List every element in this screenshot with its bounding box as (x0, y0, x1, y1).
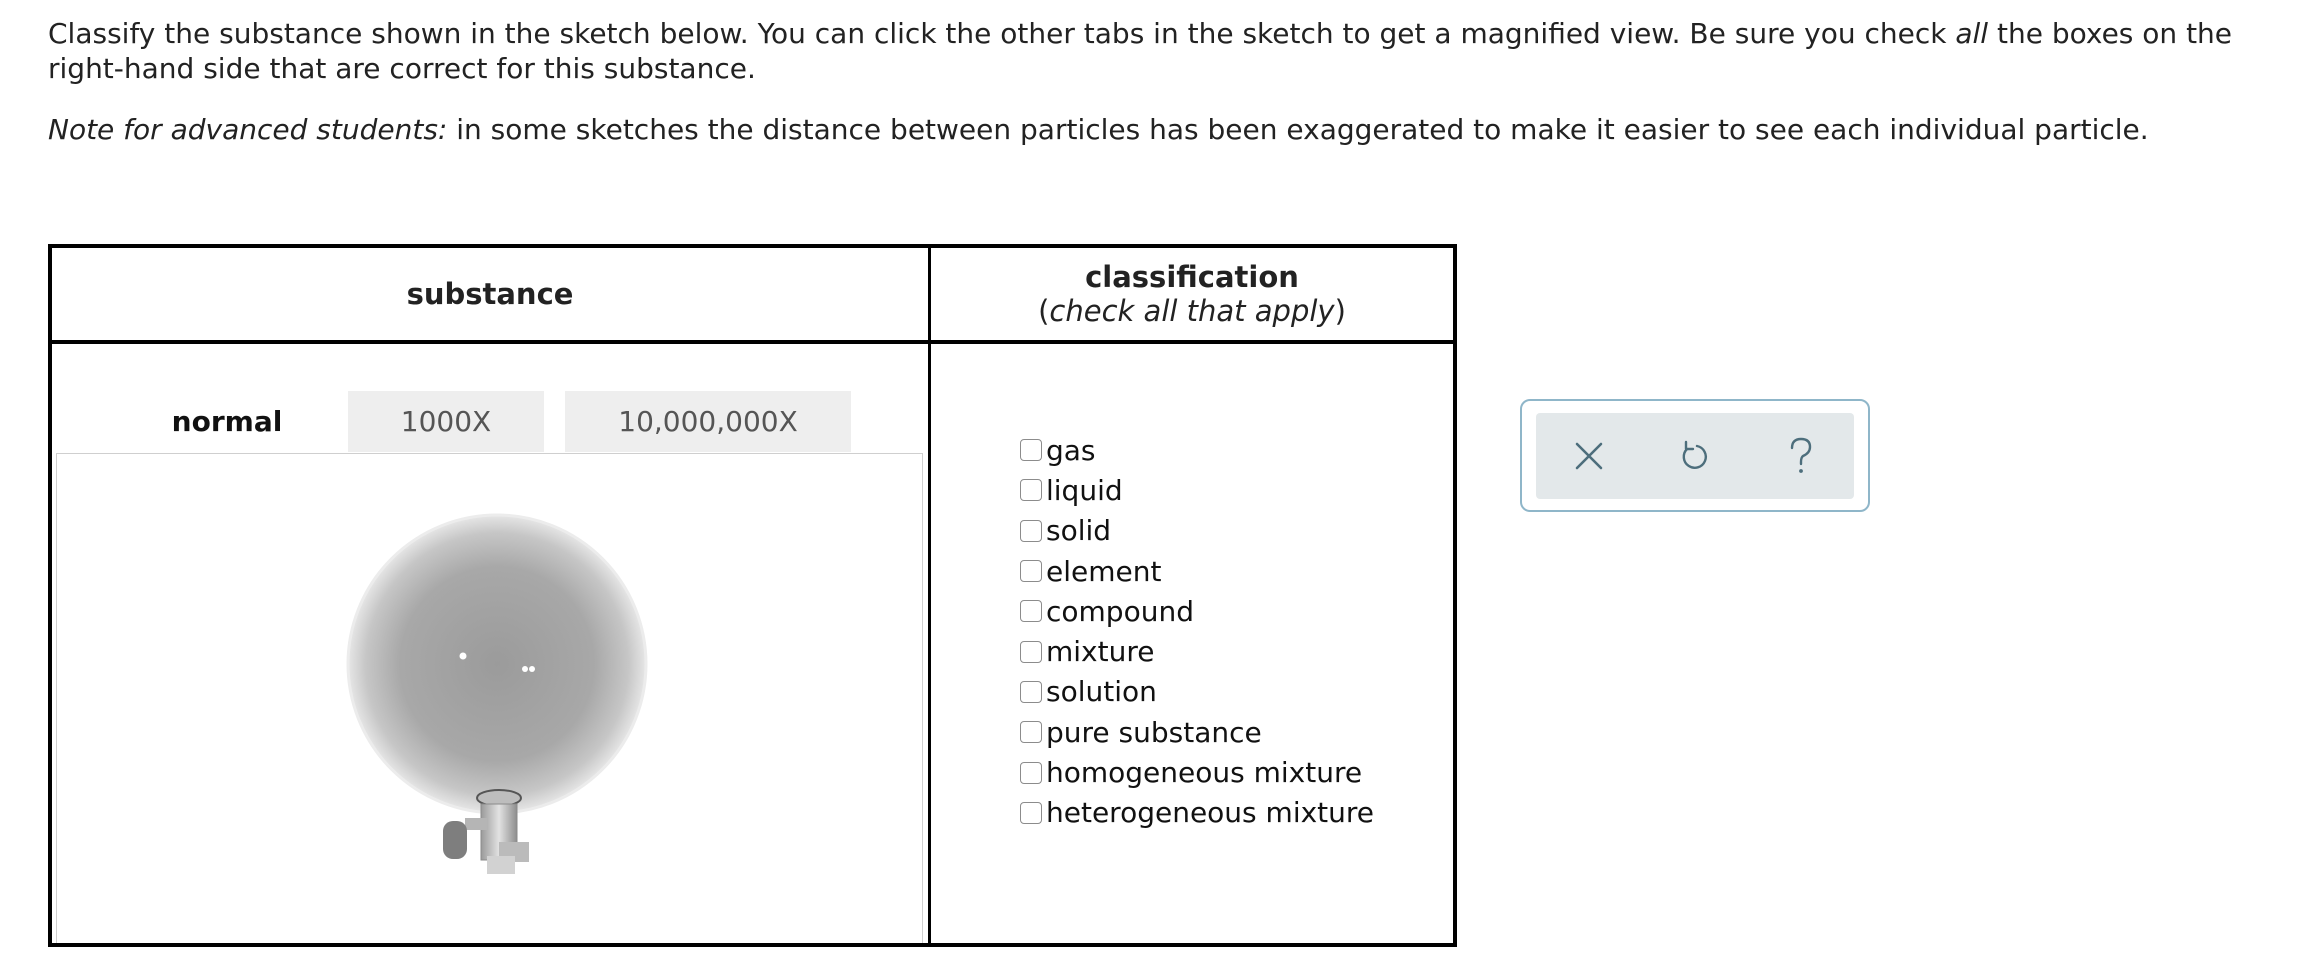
checkbox[interactable] (1020, 560, 1042, 582)
option-element[interactable]: element (1020, 551, 1374, 591)
help-button[interactable] (1748, 413, 1854, 499)
checkbox[interactable] (1020, 681, 1042, 703)
option-heterogeneous-mixture[interactable]: heterogeneous mixture (1020, 793, 1374, 833)
clear-button[interactable] (1536, 413, 1642, 499)
valve-base (487, 856, 515, 874)
flask-illustration (57, 454, 924, 944)
instructions-note: Note for advanced students: in some sketches the distance between particles has been exaggerated to make it easier to see each individual particle. (48, 113, 2149, 146)
substance-header: substance (406, 277, 574, 311)
instructions (48, 16, 2288, 147)
option-solution[interactable]: solution (1020, 672, 1374, 712)
particle (529, 666, 535, 672)
help-icon (1786, 436, 1816, 476)
tab-normal[interactable]: normal (171, 405, 283, 438)
question-table (48, 244, 1457, 947)
undo-icon (1678, 439, 1712, 473)
checkbox[interactable] (1020, 600, 1042, 622)
classification-hint: (check all that apply) (1038, 294, 1346, 328)
checkbox[interactable] (1020, 721, 1042, 743)
option-compound[interactable]: compound (1020, 591, 1374, 631)
tab-1000x[interactable]: 1000X (348, 391, 544, 452)
classification-options (1020, 430, 1374, 833)
instructions-main: Classify the substance shown in the sketch below. You can click the other tabs in the sketch to get a magnified view. Be sure you check all the boxes on the right-hand side that are correct for this substance. (48, 17, 2233, 85)
particle (522, 666, 528, 672)
tab-10000000x[interactable]: 10,000,000X (565, 391, 851, 452)
checkbox[interactable] (1020, 802, 1042, 824)
checkbox[interactable] (1020, 439, 1042, 461)
option-liquid[interactable]: liquid (1020, 470, 1374, 510)
option-gas[interactable]: gas (1020, 430, 1374, 470)
option-solid[interactable]: solid (1020, 511, 1374, 551)
checkbox[interactable] (1020, 641, 1042, 663)
checkbox[interactable] (1020, 520, 1042, 542)
classification-header (931, 248, 1453, 340)
particle (460, 653, 467, 660)
option-pure-substance[interactable]: pure substance (1020, 712, 1374, 752)
checkbox[interactable] (1020, 479, 1042, 501)
option-mixture[interactable]: mixture (1020, 631, 1374, 671)
valve-knob (443, 821, 467, 859)
answer-toolbar (1520, 399, 1870, 512)
valve-arm (465, 818, 487, 830)
option-homogeneous-mixture[interactable]: homogeneous mixture (1020, 752, 1374, 792)
flask-bulb (348, 515, 646, 813)
classification-title: classification (1085, 260, 1299, 294)
header-divider (52, 340, 1453, 344)
toolbar-buttons (1536, 413, 1854, 499)
undo-button[interactable] (1642, 413, 1748, 499)
close-icon (1574, 441, 1604, 471)
column-divider (928, 248, 931, 943)
sketch-area (56, 453, 923, 943)
checkbox[interactable] (1020, 762, 1042, 784)
